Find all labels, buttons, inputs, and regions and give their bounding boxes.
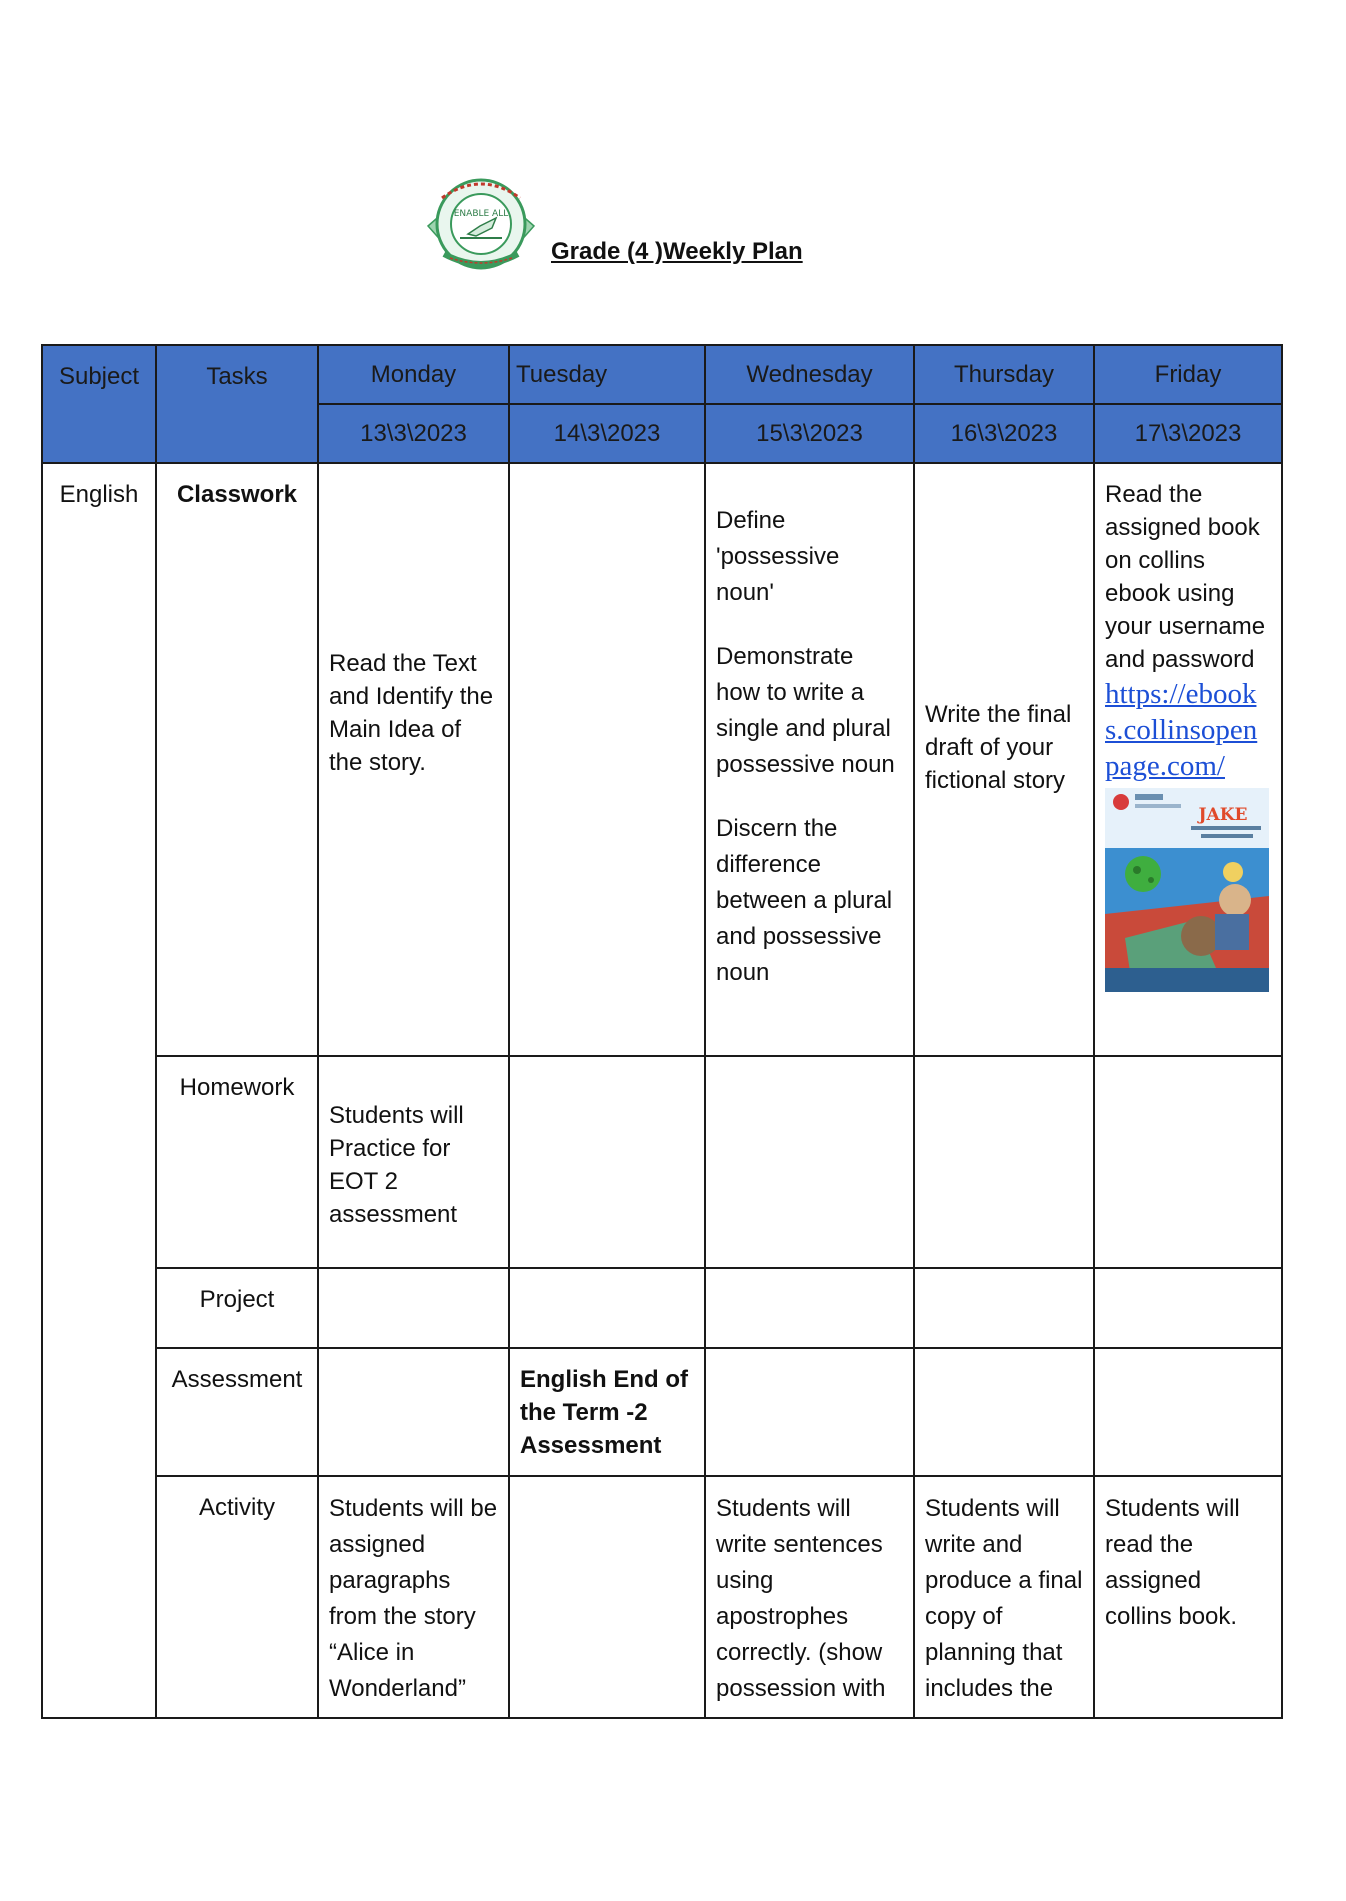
svg-text:ENABLE ALL: ENABLE ALL	[453, 209, 509, 219]
homework-monday: Students will Practice for EOT 2 assessment	[318, 1056, 509, 1268]
svg-text:JAKE: JAKE	[1198, 805, 1248, 825]
page-header	[420, 168, 840, 278]
tuesday-date: 14\3\2023	[509, 404, 705, 463]
classwork-row	[42, 463, 1282, 1056]
tuesday-column-header: Tuesday	[509, 345, 705, 404]
subject-column-header: Subject	[42, 345, 156, 463]
project-label: Project	[156, 1268, 318, 1348]
project-tuesday	[509, 1268, 705, 1348]
thursday-column-header: Thursday	[914, 345, 1094, 404]
homework-label: Homework	[156, 1056, 318, 1268]
weekly-plan-table	[41, 344, 1283, 1719]
activity-row	[42, 1476, 1282, 1718]
activity-thursday: Students will write and produce a final copy of planning that includes the	[914, 1476, 1094, 1718]
project-monday	[318, 1268, 509, 1348]
header-row-days	[42, 345, 1282, 404]
classwork-friday	[1094, 463, 1282, 1056]
classwork-tuesday	[509, 463, 705, 1056]
assessment-tuesday: English End of the Term -2 Assessment	[509, 1348, 705, 1476]
wednesday-column-header: Wednesday	[705, 345, 914, 404]
activity-label: Activity	[156, 1476, 318, 1718]
friday-instructions: Read the assigned book on collins ebook using your username and password	[1105, 481, 1266, 673]
classwork-wednesday	[705, 463, 914, 1056]
activity-tuesday	[509, 1476, 705, 1718]
classwork-label: Classwork	[156, 463, 318, 1056]
monday-date: 13\3\2023	[318, 404, 509, 463]
assessment-monday	[318, 1348, 509, 1476]
friday-date: 17\3\2023	[1094, 404, 1282, 463]
homework-tuesday	[509, 1056, 705, 1268]
book-cover-image	[1105, 788, 1269, 992]
project-friday	[1094, 1268, 1282, 1348]
page-title: Grade (4 )Weekly Plan	[551, 238, 803, 265]
assessment-thursday	[914, 1348, 1094, 1476]
activity-friday: Students will read the assigned collins book.	[1094, 1476, 1282, 1718]
collins-ebook-link[interactable]: https://ebooks.collinsopenpage.com/	[1105, 678, 1258, 782]
classwork-thursday: Write the final draft of your fictional story	[914, 463, 1094, 1056]
activity-wednesday: Students will write sentences using apostrophes correctly. (show possession with	[705, 1476, 914, 1718]
homework-thursday	[914, 1056, 1094, 1268]
wednesday-date: 15\3\2023	[705, 404, 914, 463]
wednesday-objective-2: Demonstrate how to write a single and plural possessive noun	[716, 643, 895, 778]
classwork-monday: Read the Text and Identify the Main Idea of the story.	[318, 463, 509, 1056]
homework-friday	[1094, 1056, 1282, 1268]
homework-row	[42, 1056, 1282, 1268]
monday-column-header: Monday	[318, 345, 509, 404]
assessment-friday	[1094, 1348, 1282, 1476]
subject-cell: English	[42, 463, 156, 1718]
assessment-row	[42, 1348, 1282, 1476]
tasks-column-header: Tasks	[156, 345, 318, 463]
homework-wednesday	[705, 1056, 914, 1268]
school-logo	[420, 168, 542, 278]
friday-column-header: Friday	[1094, 345, 1282, 404]
wednesday-objective-1: Define 'possessive noun'	[716, 507, 840, 606]
thursday-date: 16\3\2023	[914, 404, 1094, 463]
activity-monday: Students will be assigned paragraphs from the story “Alice in Wonderland”	[318, 1476, 509, 1718]
assessment-wednesday	[705, 1348, 914, 1476]
project-wednesday	[705, 1268, 914, 1348]
project-row	[42, 1268, 1282, 1348]
assessment-label: Assessment	[156, 1348, 318, 1476]
wednesday-objective-3: Discern the difference between a plural and possessive noun	[716, 815, 893, 986]
project-thursday	[914, 1268, 1094, 1348]
